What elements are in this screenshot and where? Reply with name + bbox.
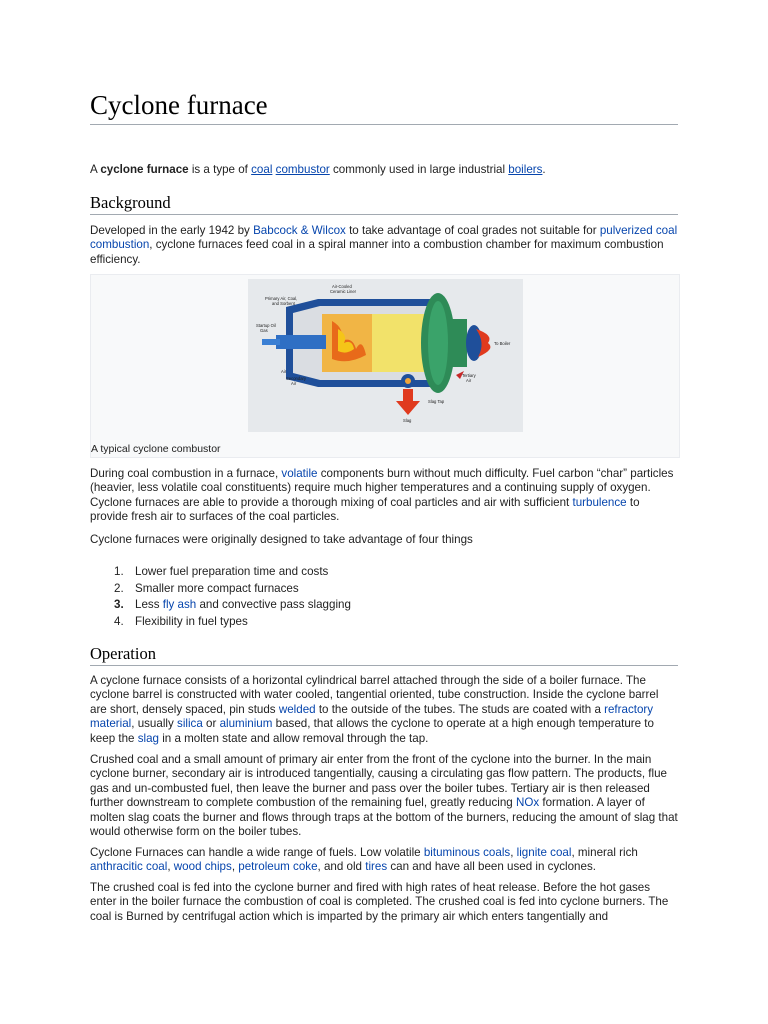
link-refractory-material[interactable]: refractory material — [90, 702, 654, 731]
figure-cyclone-combustor — [90, 274, 680, 458]
label-slag: Slag — [403, 418, 412, 423]
label-primary-air: Primary Air, Coal, — [265, 296, 298, 301]
label-tertiary: Tertiary — [462, 373, 476, 378]
link-volatile[interactable]: volatile — [281, 467, 318, 480]
label-secondary-air: Air — [291, 381, 297, 386]
label-slag-tap: Slag Tap — [428, 399, 445, 404]
heading-background: Background — [90, 193, 678, 215]
link-coal[interactable]: coal — [251, 163, 273, 176]
label-startup-oil: Startup Oil — [256, 323, 276, 328]
link-aluminium[interactable]: aluminium — [219, 717, 273, 731]
figure-caption: A typical cyclone combustor — [91, 443, 221, 455]
inlet-pipe — [276, 335, 326, 349]
label-and-sorbent: and Sorbent — [272, 301, 295, 306]
label-gas: Gas — [260, 328, 268, 333]
link-welded[interactable]: welded — [278, 702, 316, 716]
link-lignite-coal[interactable]: lignite coal — [516, 846, 572, 859]
operation-paragraph-1: A cyclone furnace consists of a horizontal cylindrical barrel attached through the side of a boiler furnace. The cyclone barrel is constructed with water cooled, tangential oriented, tube construction. Inside the cyclone barrel are short, densely spaced, pin studs welded to the outside of the tubes. The studs are coated with a refractory material, usually silica or aluminium based, that allows the cyclone to operate at a high enough temperature to keep the slag in a molten state and allow removal through the tap. — [90, 674, 659, 745]
link-boilers[interactable]: boilers — [508, 163, 543, 176]
page-title: Cyclone furnace — [90, 88, 678, 125]
four-things-paragraph: Cyclone furnaces were originally designed to take advantage of four things — [90, 533, 473, 546]
intro-bold-term: cyclone furnace — [100, 163, 189, 176]
flange-inner — [428, 301, 448, 385]
operation-paragraph-2: Crushed coal and a small amount of primary air enter from the front of the cyclone into the burner. In the main cyclone burner, secondary air is introduced tangentially, causing a circulating gas flow pattern. The products, flue gas and un-combusted fuel, then leave the burner and pass over the boiler tubes. Tertiary air is then released further downstream to complete combustion of the remaining fuel, greatly reducing NOx formation. A layer of molten slag coats the burner and flows through traps at the bottom of the burners, reducing the amount of slag that would otherwise form on the boiler tubes. — [90, 753, 678, 839]
background-paragraph: Developed in the early 1942 by Babcock & Wilcox to take advantage of coal grades not suitable for pulverized coal combustion, cyclone furnaces feed coal in a spiral manner into a combustion chamber for maximum combustion efficiency. — [90, 224, 678, 266]
combustion-paragraph: During coal combustion in a furnace, volatile components burn without much difficulty. Fuel carbon “char” particles (heavier, less volatile coal constituents) require much higher temperatures and a continuing supply of oxygen. Cyclone furnaces are able to provide a thorough mixing of coal particles and air with sufficient turbulence to provide fresh air to surfaces of the coal particles. — [90, 467, 674, 524]
cyclone-diagram — [248, 279, 523, 432]
link-wood-chips[interactable]: wood chips — [173, 860, 232, 874]
label-air: Air — [281, 369, 287, 374]
label-to-boiler: To Boiler — [494, 341, 511, 346]
slag-tap-core — [405, 378, 411, 384]
link-petroleum-coke[interactable]: petroleum coke — [238, 860, 318, 874]
label-air-cooled: Air-Cooled — [332, 284, 352, 289]
link-nox[interactable]: NOx — [515, 796, 540, 810]
link-combustor[interactable]: combustor — [275, 163, 330, 176]
operation-paragraph-3: Cyclone Furnaces can handle a wide range of fuels. Low volatile bituminous coals, lignite coal, mineral rich anthracitic coal, wood chips, petroleum coke, and old tires can and have all been used in cyclones. — [90, 846, 638, 874]
link-silica[interactable]: silica — [177, 717, 203, 731]
link-tires[interactable]: tires — [365, 860, 388, 874]
operation-paragraph-4: The crushed coal is fed into the cyclone burner and fired with high rates of heat release. Before the hot gases enter in the boiler furnace the combustion of coal is completed. The crushed coal is fed into cyclone burners. The coal is Burned by centrifugal action which is imparted by the primary air which enters tangentially and — [90, 881, 669, 923]
link-slag[interactable]: slag — [137, 731, 159, 745]
link-babcock-wilcox[interactable]: Babcock & Wilcox — [253, 224, 346, 237]
link-anthracitic-coal[interactable]: anthracitic coal — [90, 860, 168, 874]
link-fly-ash[interactable]: fly ash — [162, 598, 197, 611]
intro-paragraph: A cyclone furnace is a type of coal combustor commonly used in large industrial boilers. — [90, 163, 546, 176]
label-ceramic-liner: Ceramic Liner — [330, 289, 357, 294]
slag-arrow-shaft — [403, 389, 413, 401]
label-secondary: Secondary — [286, 376, 307, 381]
label-tertiary-air: Air — [466, 378, 472, 383]
cyclone-diagram-image[interactable] — [248, 279, 523, 432]
heading-operation: Operation — [90, 644, 678, 666]
flange-neck — [451, 319, 467, 367]
startup-oil-pipe — [262, 339, 280, 345]
link-pulverized-coal[interactable]: pulverized coal combustion — [90, 224, 678, 252]
link-turbulence[interactable]: turbulence — [572, 495, 627, 509]
link-bituminous-coals[interactable]: bituminous coals — [423, 846, 511, 859]
